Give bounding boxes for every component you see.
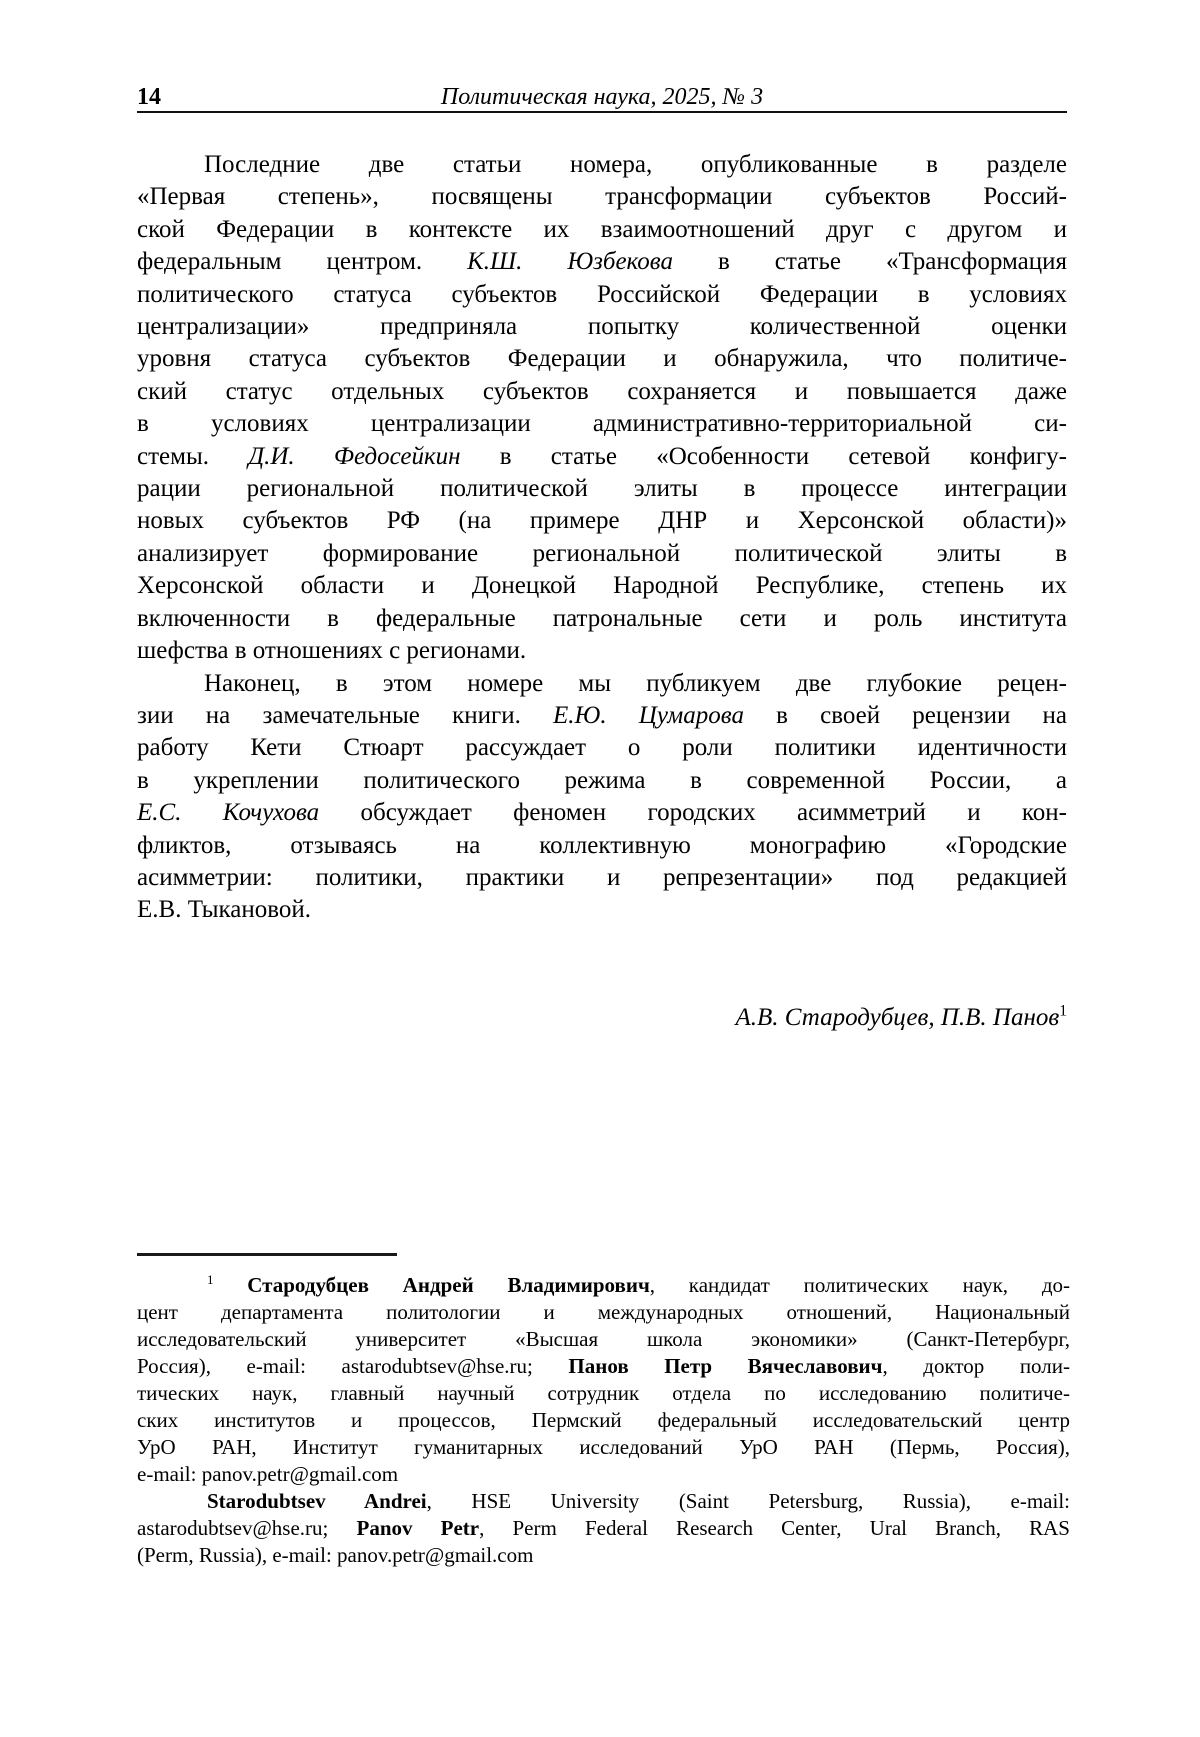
text-segment: УрО РАН, Институт гуманитарных исследований УрО РАН (Пермь, Россия), [137,1435,1070,1459]
text-segment: уровня статуса субъектов Федерации и обнаружила, что политиче- [137,345,1067,373]
footnote-marker: 1 [207,1272,214,1287]
text-line [137,1380,1070,1407]
text-segment: фликтов, отзываясь на коллективную монографию «Городские [137,831,1067,859]
text-segment: Панов Петр Вячеславович [568,1354,883,1378]
text-segment: в статье «Трансформация [672,248,1067,276]
text-line [137,797,1067,829]
text-segment: в укреплении политического режима в современной России, а [137,766,1067,794]
text-segment: Д.И. Федосейкин [248,442,461,470]
text-line [137,1299,1070,1326]
text-segment [214,1273,248,1297]
text-line [137,570,1067,602]
text-segment: , кандидат политических наук, до- [649,1273,1070,1297]
text-segment: ских институтов и процессов, Пермский федеральный исследовательский центр [137,1408,1070,1432]
text-line [137,1326,1070,1353]
text-line [137,279,1067,311]
text-line [137,765,1067,797]
page-header [137,84,1067,113]
text-line [137,1407,1070,1434]
text-line [137,343,1067,375]
text-segment: рации региональной политической элиты в процессе интеграции [137,475,1067,503]
text-segment: Россия), e-mail: astarodubtsev@hse.ru; [137,1354,569,1378]
text-segment: федеральным центром. [137,248,468,276]
text-segment: стемы. [137,442,249,470]
text-segment: Panov Petr [356,1516,480,1540]
paragraph [137,668,1067,927]
text-segment: , доктор поли- [882,1354,1070,1378]
article-body-text [137,149,1067,927]
text-line [137,149,1067,181]
text-line [137,1515,1070,1542]
text-segment: обсуждает феномен городских асимметрий и кон- [319,799,1068,827]
text-segment: К.Ш. Юзбекова [467,248,673,276]
text-line [137,830,1067,862]
text-line [137,538,1067,570]
text-line [137,603,1067,635]
text-segment: политического статуса субъектов Российской Федерации в условиях [137,280,1067,308]
footnote-block [137,1272,1070,1569]
text-segment: в статье «Особенности сетевой конфигу- [460,442,1067,470]
text-segment: Херсонской области и Донецкой Народной Республике, степень их [137,572,1067,600]
text-segment: , Perm Federal Research Center, Ural Branch, RAS [479,1516,1070,1540]
text-segment: e-mail: panov.petr@gmail.com [137,1462,399,1486]
text-segment: Е.В. Тыкановой. [137,896,312,924]
text-line [137,700,1067,732]
text-line [137,1353,1070,1380]
text-segment: ский статус отдельных субъектов сохраняется и повышается даже [137,377,1067,405]
text-line [137,668,1067,700]
text-line [137,181,1067,213]
text-line [137,635,1067,667]
text-line [137,311,1067,343]
text-line [137,473,1067,505]
text-segment: новых субъектов РФ (на примере ДНР и Херсонской области)» [137,507,1067,535]
authors-names: А.В. Стародубцев, П.В. Панов [735,1004,1060,1031]
text-segment: , HSE University (Saint Petersburg, Russia), e-mail: [426,1489,1070,1513]
footnote-separator-rule [137,1253,397,1256]
text-line [137,894,1067,926]
paragraph [137,149,1067,668]
text-line [137,1542,1070,1569]
text-segment: «Первая степень», посвящены трансформации субъектов Россий- [137,183,1067,211]
text-segment: исследовательский университет «Высшая школа экономики» (Санкт-Петербург, [137,1327,1070,1351]
text-segment: Последние две статьи номера, опубликованные в разделе [204,151,1067,178]
text-line [137,505,1067,537]
text-segment: Е.С. Кочухова [137,799,320,827]
text-segment: Е.Ю. Цумарова [553,701,744,729]
text-segment: Starodubtsev Andrei [207,1489,427,1513]
text-segment: Стародубцев Андрей Владимирович [247,1273,650,1297]
text-segment: astarodubtsev@hse.ru; [137,1516,357,1540]
paragraph [137,1272,1070,1488]
text-line [137,441,1067,473]
text-segment: включенности в федеральные патрональные сети и роль института [137,604,1067,632]
text-segment: асимметрии: политики, практики и репрезентации» под редакцией [137,863,1067,891]
text-segment: Наконец, в этом номере мы публикуем две глубокие рецен- [204,669,1067,697]
paragraph [137,1488,1070,1569]
journal-title: Политическая наука, 2025, № 3 [440,84,764,110]
text-line [137,408,1067,440]
text-segment: (Perm, Russia), e-mail: panov.petr@gmail.com [137,1543,534,1567]
text-line [137,1434,1070,1461]
text-line [137,214,1067,246]
text-segment: централизации» предприняла попытку количественной оценки [137,313,1067,341]
text-segment: в своей рецензии на [743,701,1067,729]
text-segment: шефства в отношениях с регионами. [137,637,527,665]
text-segment: в условиях централизации административно-территориальной си- [137,410,1067,438]
text-line [137,1272,1070,1299]
text-line [137,246,1067,278]
text-segment: зии на замечательные книги. [137,701,554,729]
text-line [137,862,1067,894]
footnote-reference-mark: 1 [1059,1002,1067,1020]
text-segment: ской Федерации в контексте их взаимоотношений друг с другом и [137,215,1067,243]
text-line [137,1488,1070,1515]
text-segment: цент департамента политологии и международных отношений, Национальный [137,1300,1070,1324]
text-line [137,732,1067,764]
page-number: 14 [137,84,161,110]
text-segment: работу Кети Стюарт рассуждает о роли политики идентичности [137,734,1067,762]
text-segment: анализирует формирование региональной политической элиты в [137,539,1067,567]
text-segment: тических наук, главный научный сотрудник отдела по исследованию политиче- [137,1381,1070,1405]
authors-signature [137,1002,1067,1034]
text-line [137,1461,1070,1488]
text-line [137,376,1067,408]
